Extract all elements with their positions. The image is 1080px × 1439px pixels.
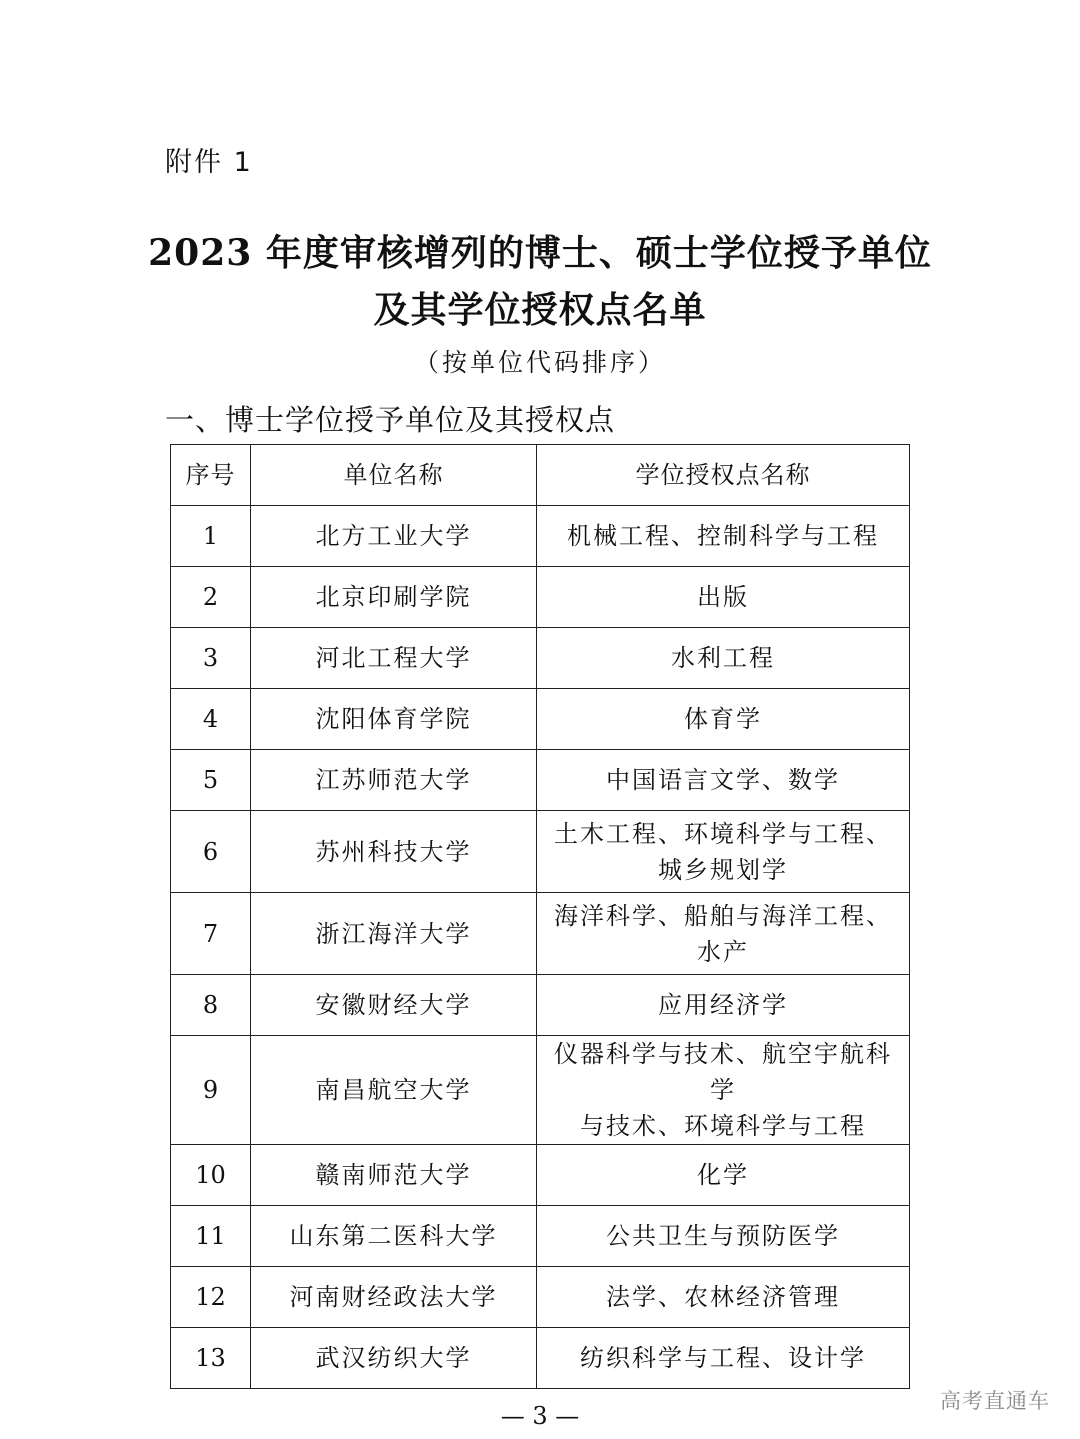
- table-row: [171, 1267, 910, 1328]
- table-header-row: [171, 445, 910, 506]
- row-unit-name: 南昌航空大学: [251, 1036, 537, 1145]
- table-row: [171, 1206, 910, 1267]
- row-number: 2: [171, 567, 251, 628]
- row-unit-name: 武汉纺织大学: [251, 1328, 537, 1389]
- row-number: 8: [171, 975, 251, 1036]
- degree-authorization-table: [170, 444, 910, 1389]
- table-row: [171, 750, 910, 811]
- table-row: [171, 628, 910, 689]
- table-row: [171, 1145, 910, 1206]
- points-text: 海洋科学、船舶与海洋工程、: [554, 901, 892, 930]
- row-authorization-points: [537, 567, 910, 628]
- row-authorization-points: [537, 975, 910, 1036]
- table-row: [171, 893, 910, 975]
- source-watermark: 高考直通车: [940, 1389, 1050, 1413]
- points-text: 公共卫生与预防医学: [606, 1222, 840, 1250]
- row-number: 1: [171, 506, 251, 567]
- row-number: 3: [171, 628, 251, 689]
- row-unit-name: 北京印刷学院: [251, 567, 537, 628]
- row-number: 5: [171, 750, 251, 811]
- points-text: 法学、农林经济管理: [606, 1283, 840, 1311]
- row-number: 7: [171, 893, 251, 975]
- row-number: 9: [171, 1036, 251, 1145]
- section-heading: 一、博士学位授予单位及其授权点: [165, 403, 616, 437]
- table-row: [171, 1036, 910, 1145]
- points-text: 应用经济学: [658, 991, 788, 1019]
- table-row: [171, 811, 910, 893]
- points-text: 机械工程、控制科学与工程: [567, 522, 879, 550]
- row-unit-name: 赣南师范大学: [251, 1145, 537, 1206]
- row-number: 4: [171, 689, 251, 750]
- table-row: [171, 1328, 910, 1389]
- header-authorization-points: 学位授权点名称: [537, 445, 910, 506]
- row-unit-name: 江苏师范大学: [251, 750, 537, 811]
- points-text: 仪器科学与技术、航空宇航科学: [554, 1040, 892, 1104]
- row-authorization-points: [537, 811, 910, 893]
- row-authorization-points: [537, 750, 910, 811]
- table-row: [171, 975, 910, 1036]
- row-authorization-points: [537, 1036, 910, 1145]
- document-title-line-2: 及其学位授权点名单: [373, 289, 707, 331]
- row-authorization-points: [537, 893, 910, 975]
- table-row: [171, 567, 910, 628]
- header-serial-number: 序号: [171, 445, 251, 506]
- row-unit-name: 北方工业大学: [251, 506, 537, 567]
- row-number: 11: [171, 1206, 251, 1267]
- points-text: 中国语言文学、数学: [606, 766, 840, 794]
- row-unit-name: 河南财经政法大学: [251, 1267, 537, 1328]
- row-unit-name: 苏州科技大学: [251, 811, 537, 893]
- points-text: 化学: [697, 1161, 749, 1189]
- row-unit-name: 安徽财经大学: [251, 975, 537, 1036]
- table-row: [171, 506, 910, 567]
- row-authorization-points: [537, 1267, 910, 1328]
- row-authorization-points: [537, 506, 910, 567]
- row-unit-name: 河北工程大学: [251, 628, 537, 689]
- sort-note: （按单位代码排序）: [413, 348, 666, 377]
- points-text: 土木工程、环境科学与工程、: [554, 819, 892, 848]
- row-unit-name: 山东第二医科大学: [251, 1206, 537, 1267]
- points-text-continued: 水产: [697, 937, 749, 966]
- points-text: 体育学: [684, 705, 762, 733]
- row-authorization-points: [537, 1145, 910, 1206]
- row-authorization-points: [537, 689, 910, 750]
- attachment-label: 附件 1: [165, 147, 253, 178]
- points-text-continued: 与技术、环境科学与工程: [580, 1112, 866, 1140]
- row-authorization-points: [537, 1206, 910, 1267]
- page-number: — 3 —: [500, 1402, 580, 1430]
- points-text-continued: 城乡规划学: [658, 855, 788, 884]
- points-text: 水利工程: [671, 644, 775, 672]
- header-unit-name: 单位名称: [251, 445, 537, 506]
- row-authorization-points: [537, 1328, 910, 1389]
- document-title-line-1: 2023 年度审核增列的博士、硕士学位授予单位: [148, 232, 932, 274]
- row-number: 6: [171, 811, 251, 893]
- row-unit-name: 浙江海洋大学: [251, 893, 537, 975]
- table-row: [171, 689, 910, 750]
- row-authorization-points: [537, 628, 910, 689]
- row-unit-name: 沈阳体育学院: [251, 689, 537, 750]
- points-text: 纺织科学与工程、设计学: [580, 1344, 866, 1372]
- row-number: 10: [171, 1145, 251, 1206]
- points-text: 出版: [697, 583, 749, 611]
- row-number: 13: [171, 1328, 251, 1389]
- row-number: 12: [171, 1267, 251, 1328]
